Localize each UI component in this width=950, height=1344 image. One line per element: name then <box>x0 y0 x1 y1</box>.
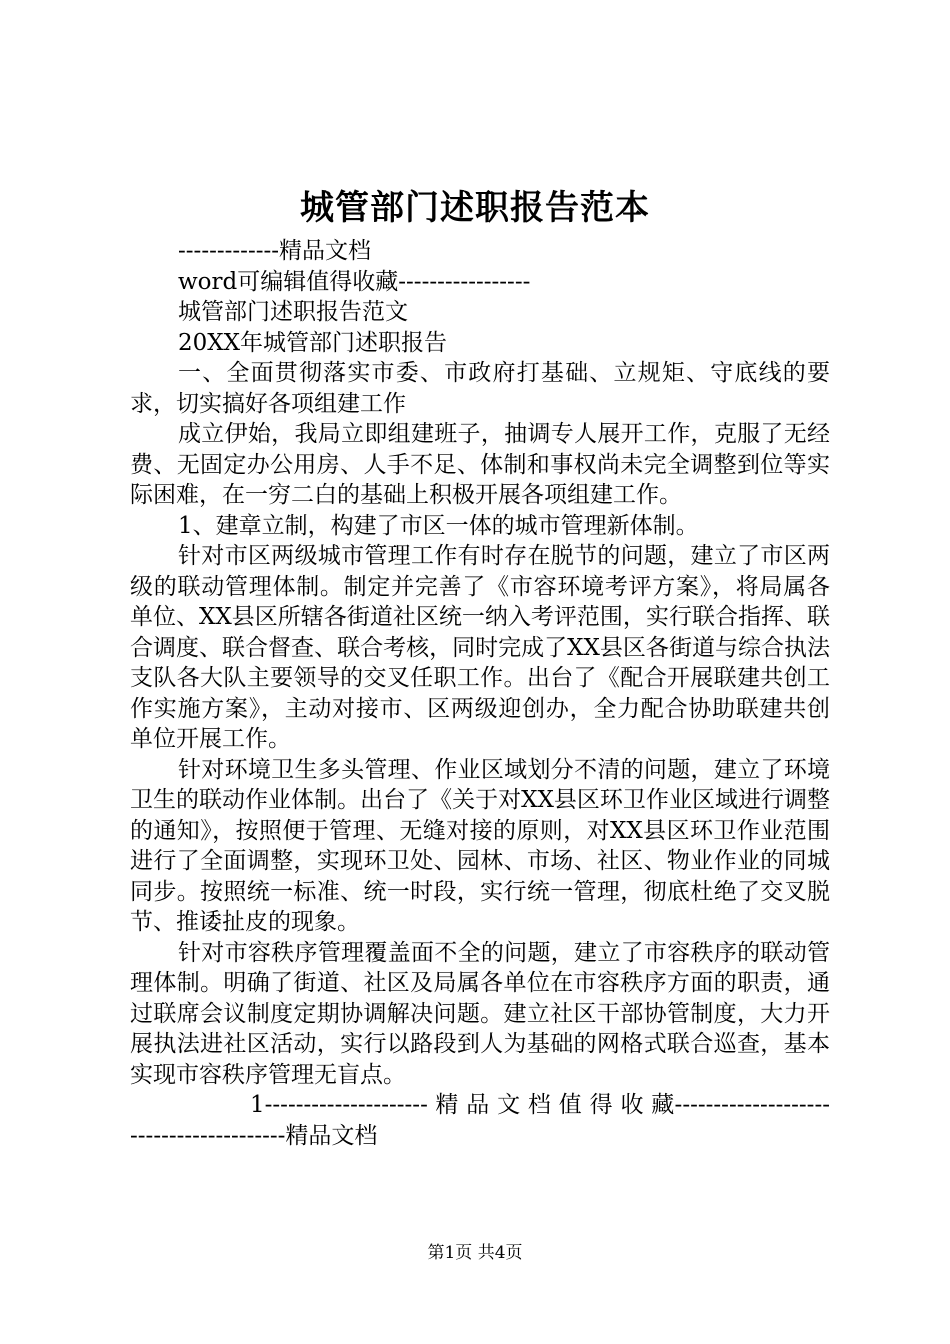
paragraph: 20XX年城管部门述职报告 <box>178 329 448 356</box>
paragraph: 成立伊始，我局立即组建班子，抽调专人展开工作，克服了无经费、无固定办公用房、人手不足、体制和事权尚未完全调整到位等实际困难，在一穷二白的基础上积极开展各项组建工作。 <box>130 421 830 508</box>
paragraph: 城管部门述职报告范文 <box>178 299 408 325</box>
paragraph: -------------精品文档 <box>178 238 372 264</box>
paragraph: 针对市容秩序管理覆盖面不全的问题，建立了市容秩序的联动管理体制。明确了街道、社区及局属各单位在市容秩序方面的职责，通过联席会议制度定期协调解决问题。建立社区干部协管制度，大力开展执法进社区活动，实行以路段到人为基础的网格式联合巡查，基本实现市容秩序管理无盲点。 <box>130 939 830 1088</box>
page-footer: 第1页 共4页 <box>427 1243 523 1263</box>
document-body <box>130 236 830 1151</box>
paragraph: 针对市区两级城市管理工作有时存在脱节的问题，建立了市区两级的联动管理体制。制定并完善了《市容环境考评方案》，将局属各单位、XX县区所辖各街道社区统一纳入考评范围，实行联合指挥、联合调度、联合督查、联合考核，同时完成了XX县区各街道与综合执法支队各大队主要领导的交叉任职工作。出台了《配合开展联建共创工作实施方案》，主动对接市、区两级迎创办，全力配合协助联建共创单位开展工作。 <box>130 543 830 752</box>
section-heading: 一、全面贯彻落实市委、市政府打基础、立规矩、守底线的要求，切实搞好各项组建工作 <box>130 360 830 417</box>
paragraph: word可编辑值得收藏----------------- <box>178 268 531 295</box>
subsection-heading: 1、建章立制，构建了市区一体的城市管理新体制。 <box>178 512 699 539</box>
watermark-separator: 1--------------------- 精 品 文 档 值 得 收 藏----------------------------------------精品文档 <box>130 1092 830 1149</box>
paragraph: 针对环境卫生多头管理、作业区域划分不清的问题，建立了环境卫生的联动作业体制。出台了《关于对XX县区环卫作业区域进行调整的通知》，按照便于管理、无缝对接的原则，对XX县区环卫作业范围进行了全面调整，实现环卫处、园林、市场、社区、物业作业的同城同步。按照统一标准、统一时段，实行统一管理，彻底杜绝了交叉脱节、推诿扯皮的现象。 <box>130 756 830 935</box>
document-title: 城管部门述职报告范本 <box>300 188 650 228</box>
